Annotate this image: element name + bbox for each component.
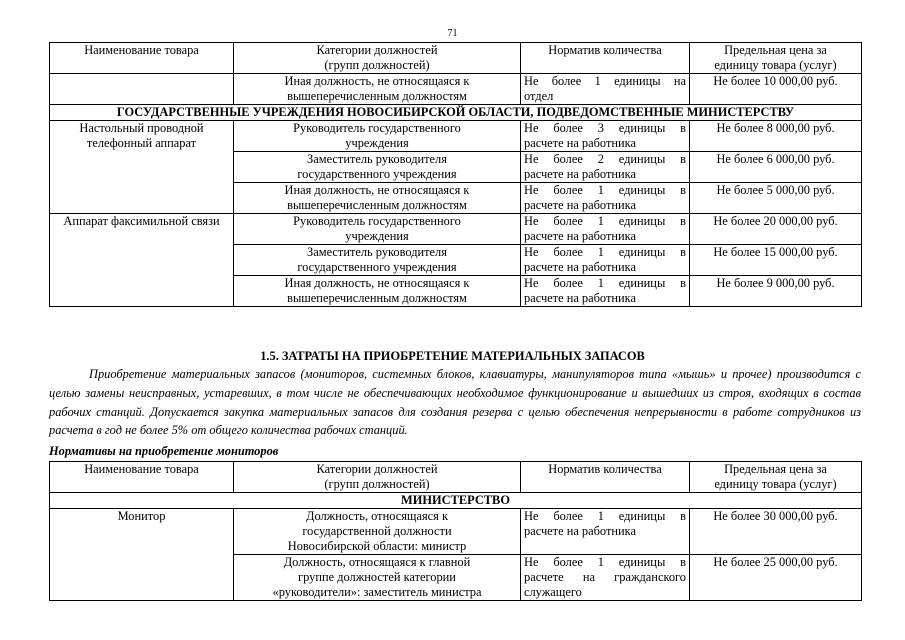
product-name-cell: Настольный проводной телефонный аппарат (50, 121, 234, 214)
category-cell: Иная должность, не относящаяся к вышеперечисленным должностям (234, 74, 521, 105)
table-header-row (50, 43, 862, 74)
norm-cell: Не более 1 единицы в расчете на работника (521, 509, 690, 555)
norm-cell: Не более 1 единицы в расчете на работника (521, 183, 690, 214)
subheading: Нормативы на приобретение мониторов (49, 444, 279, 458)
product-name-cell: Аппарат факсимильной связи (50, 214, 234, 307)
table-row (50, 74, 862, 105)
header-norm: Норматив количества (521, 43, 690, 74)
category-cell: Заместитель руководителя государственного учреждения (234, 152, 521, 183)
category-cell: Иная должность, не относящаяся к вышеперечисленным должностям (234, 183, 521, 214)
category-cell: Иная должность, не относящаяся к вышеперечисленным должностям (234, 276, 521, 307)
table-row (50, 509, 862, 555)
header-name: Наименование товара (50, 462, 234, 493)
norm-cell: Не более 2 единицы в расчете на работника (521, 152, 690, 183)
header-name: Наименование товара (50, 43, 234, 74)
header-norm: Норматив количества (521, 462, 690, 493)
category-cell: Заместитель руководителя государственного учреждения (234, 245, 521, 276)
price-cell: Не более 8 000,00 руб. (690, 121, 862, 152)
category-cell: Должность, относящаяся к главной группе должностей категории «руководители»: заместитель министра (234, 555, 521, 601)
section-title: ГОСУДАРСТВЕННЫЕ УЧРЕЖДЕНИЯ НОВОСИБИРСКОЙ ОБЛАСТИ, ПОДВЕДОМСТВЕННЫЕ МИНИСТЕРСТВУ (50, 105, 862, 121)
price-cell: Не более 25 000,00 руб. (690, 555, 862, 601)
norm-cell: Не более 3 единицы в расчете на работника (521, 121, 690, 152)
category-cell: Руководитель государственного учреждения (234, 214, 521, 245)
norm-cell: Не более 1 единицы в расчете на работника (521, 214, 690, 245)
category-cell: Руководитель государственного учреждения (234, 121, 521, 152)
price-cell: Не более 20 000,00 руб. (690, 214, 862, 245)
product-name-cell: Монитор (50, 509, 234, 601)
telephone-fax-norms-table (49, 42, 862, 307)
header-price: Предельная цена за единицу товара (услуг) (690, 462, 862, 493)
price-cell: Не более 5 000,00 руб. (690, 183, 862, 214)
page-number: 71 (447, 28, 458, 39)
body-paragraph: Приобретение материальных запасов (мониторов, системных блоков, клавиатуры, манипуляторов типа «мышь» и прочее) производится с целью замены неисправных, устаревших, в том числе не обеспечивающих необходимое функционирование и вышедших из строя, входящих в состав рабочих станций. Допускается закупка материальных запасов для создания резерва с целью обеспечения непрерывности в работе сотрудников из расчета в год не более 5% от общего количества рабочих станций. (49, 367, 861, 438)
table-header-row (50, 462, 862, 493)
section-row (50, 493, 862, 509)
header-category: Категории должностей (групп должностей) (234, 43, 521, 74)
price-cell: Не более 9 000,00 руб. (690, 276, 862, 307)
section-title: МИНИСТЕРСТВО (50, 493, 862, 509)
header-category: Категории должностей (групп должностей) (234, 462, 521, 493)
table-row (50, 214, 862, 245)
section-heading: 1.5. ЗАТРАТЫ НА ПРИОБРЕТЕНИЕ МАТЕРИАЛЬНЫХ ЗАПАСОВ (260, 349, 645, 363)
section-row (50, 105, 862, 121)
category-cell: Должность, относящаяся к государственной должности Новосибирской области: министр (234, 509, 521, 555)
price-cell: Не более 15 000,00 руб. (690, 245, 862, 276)
header-price: Предельная цена за единицу товара (услуг) (690, 43, 862, 74)
price-cell: Не более 30 000,00 руб. (690, 509, 862, 555)
price-cell: Не более 10 000,00 руб. (690, 74, 862, 105)
norm-cell: Не более 1 единицы в расчете на гражданского служащего (521, 555, 690, 601)
norm-cell: Не более 1 единицы в расчете на работника (521, 245, 690, 276)
norm-cell: Не более 1 единицы в расчете на работника (521, 276, 690, 307)
price-cell: Не более 6 000,00 руб. (690, 152, 862, 183)
norm-cell: Не более 1 единицы на отдел (521, 74, 690, 105)
table-row (50, 121, 862, 152)
monitor-norms-table (49, 461, 862, 601)
